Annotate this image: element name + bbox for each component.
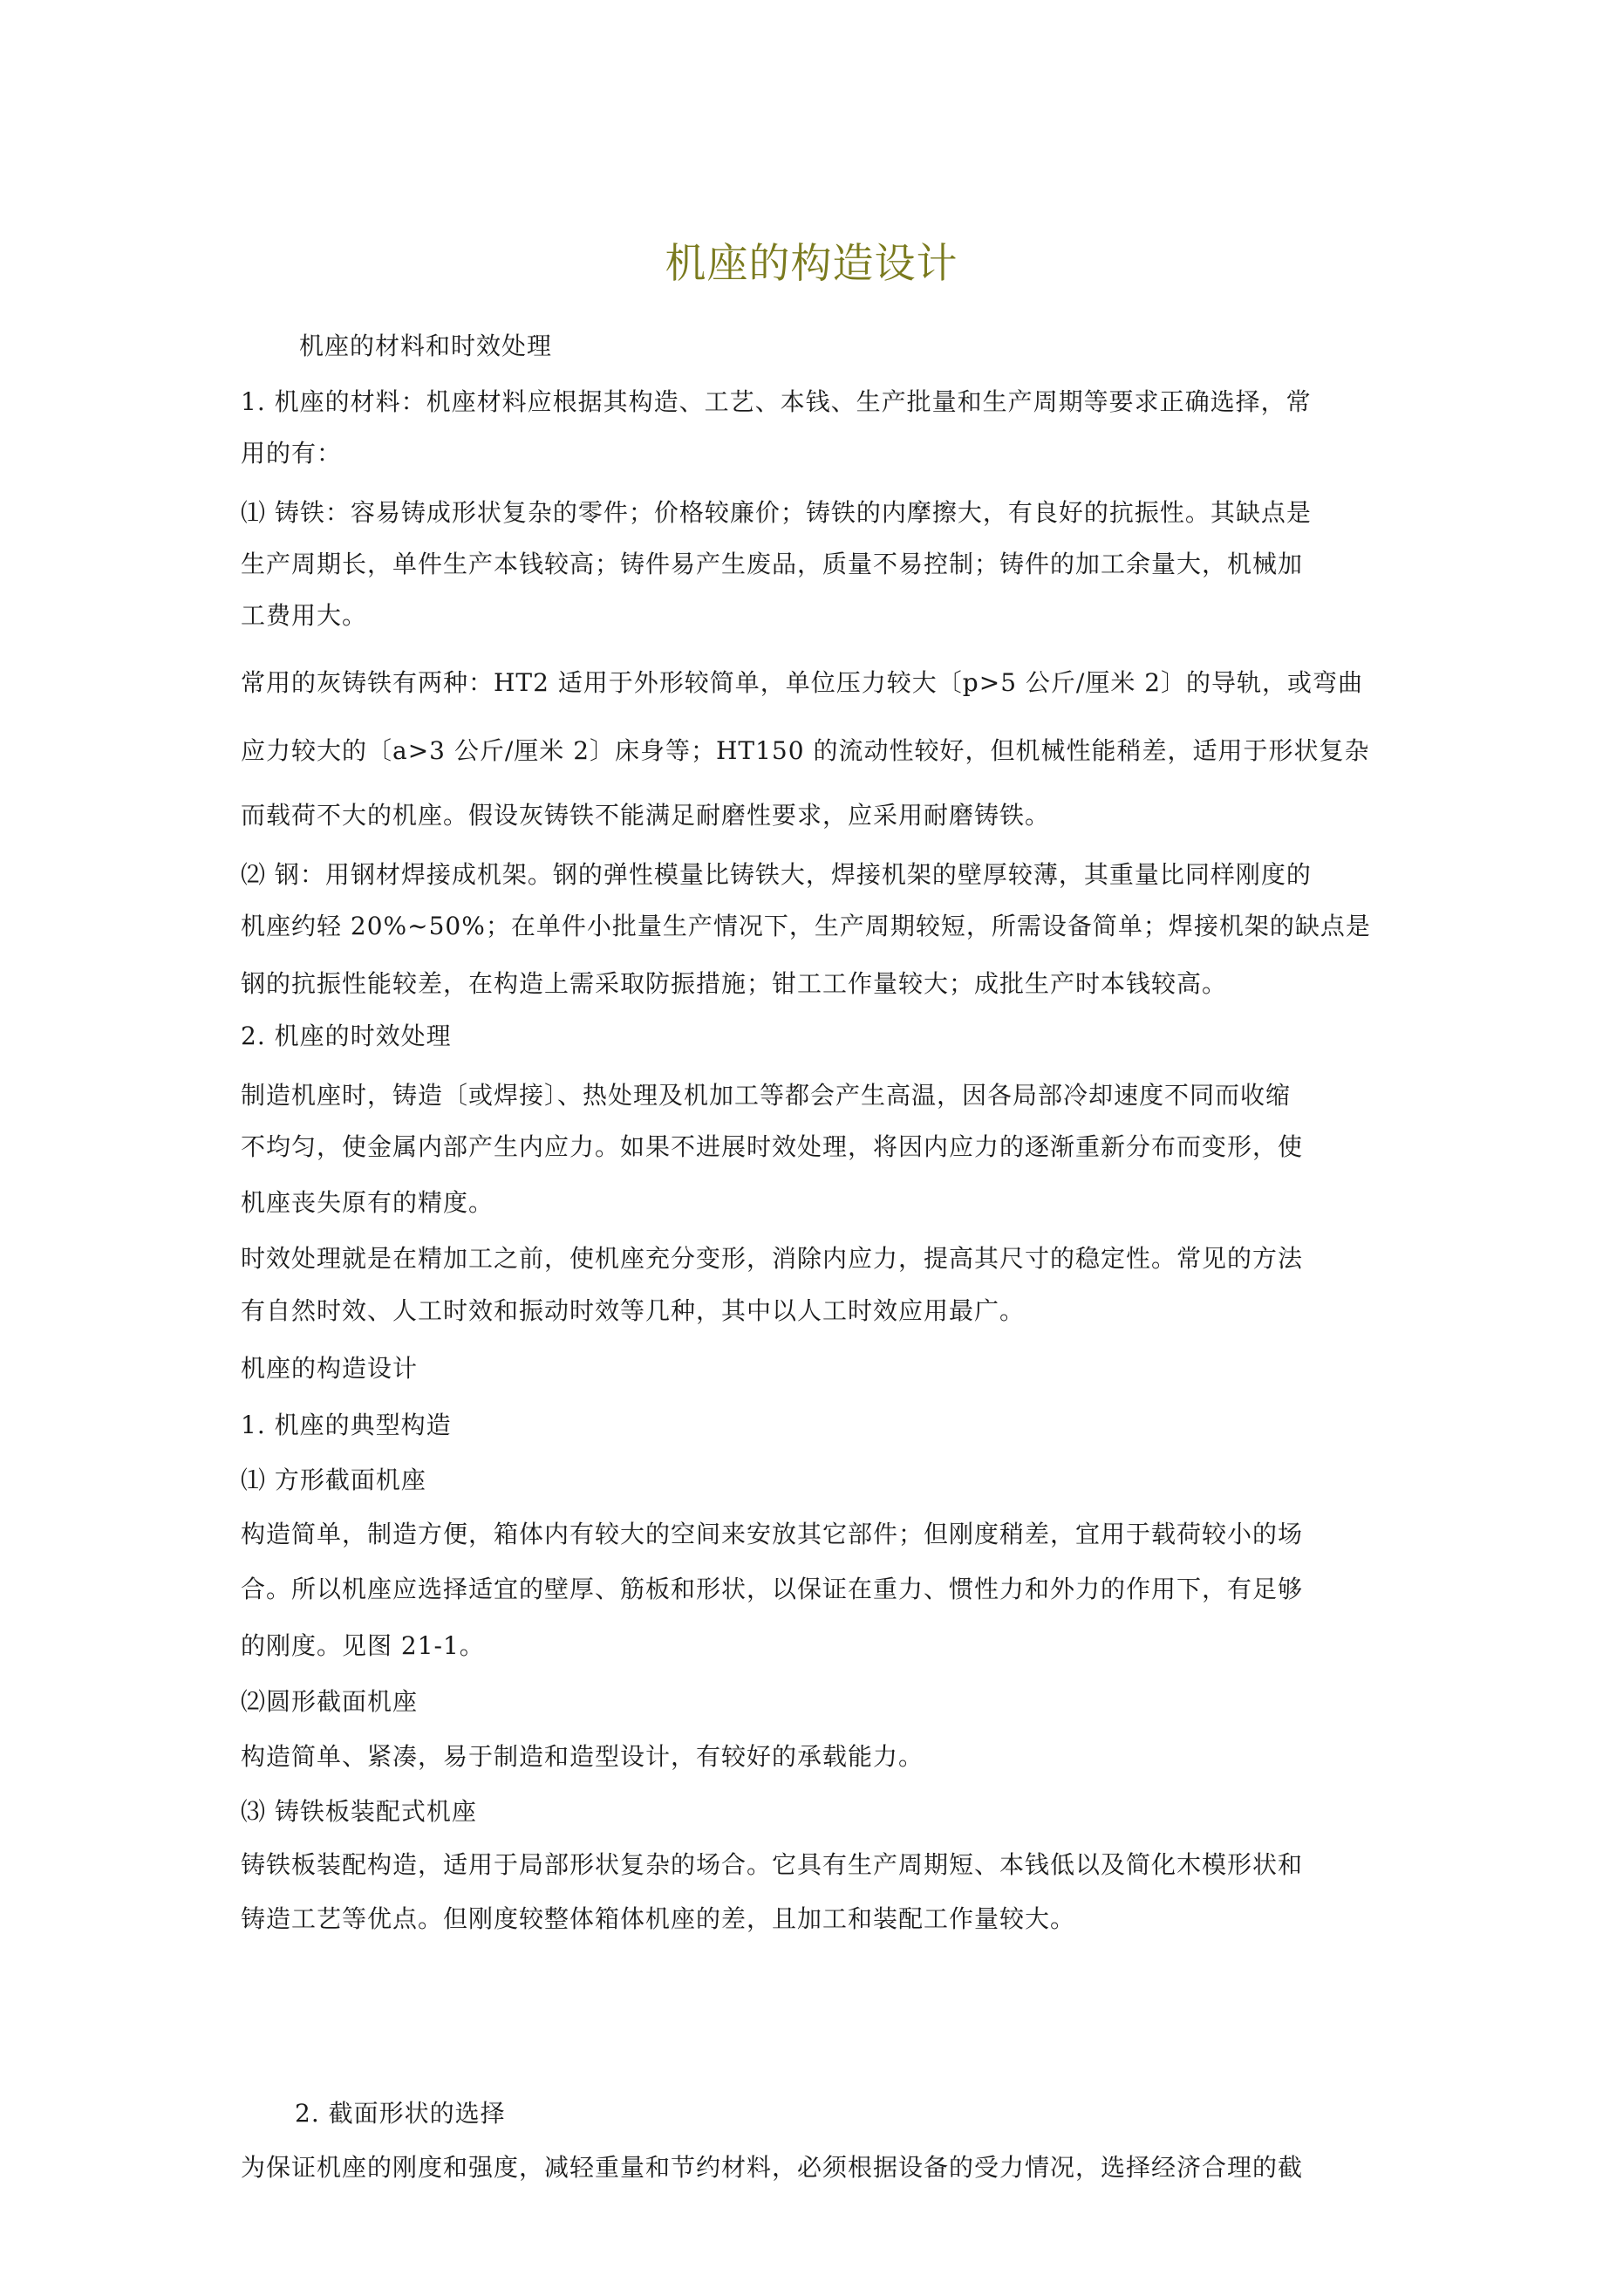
section-heading: 机座的材料和时效处理 xyxy=(299,331,553,360)
paragraph-line: 不均匀，使金属内部产生内应力。如果不进展时效处理，将因内应力的逐渐重新分布而变形，使 xyxy=(241,1132,1304,1161)
paragraph-line: 2. 机座的时效处理 xyxy=(241,1022,452,1050)
subsection-heading: ⑶ 铸铁板装配式机座 xyxy=(241,1797,477,1826)
paragraph-line: 铸铁板装配构造，适用于局部形状复杂的场合。它具有生产周期短、本钱低以及简化木模形状和 xyxy=(241,1850,1304,1879)
paragraph-line: 有自然时效、人工时效和振动时效等几种，其中以人工时效应用最广。 xyxy=(241,1296,1026,1325)
paragraph-line: ⑴ 铸铁：容易铸成形状复杂的零件；价格较廉价；铸铁的内摩擦大，有良好的抗振性。其缺点是 xyxy=(241,498,1312,527)
document-title: 机座的构造设计 xyxy=(665,240,958,288)
section-heading: 机座的构造设计 xyxy=(241,1354,419,1383)
paragraph-line: 制造机座时，铸造〔或焊接〕、热处理及机加工等都会产生高温，因各局部冷却速度不同而收缩 xyxy=(241,1081,1292,1110)
subsection-heading: ⑵圆形截面机座 xyxy=(241,1687,419,1716)
paragraph-line: 铸造工艺等优点。但刚度较整体箱体机座的差，且加工和装配工作量较大。 xyxy=(241,1904,1076,1933)
paragraph-line: 应力较大的〔a>3 公斤/厘米 2〕床身等；HT150 的流动性较好，但机械性能稍差，适用于形状复杂 xyxy=(241,736,1370,765)
subsection-heading: ⑴ 方形截面机座 xyxy=(241,1466,426,1494)
paragraph-line: 构造简单，制造方便，箱体内有较大的空间来安放其它部件；但刚度稍差，宜用于载荷较小的场 xyxy=(241,1520,1304,1548)
subsection-heading: 2. 截面形状的选择 xyxy=(295,2099,506,2128)
subsection-heading: 1. 机座的典型构造 xyxy=(241,1411,452,1439)
paragraph-line: 钢的抗振性能较差，在构造上需采取防振措施；钳工工作量较大；成批生产时本钱较高。 xyxy=(241,969,1228,998)
paragraph-line: 的刚度。见图 21-1。 xyxy=(241,1631,485,1660)
paragraph-line: 构造简单、紧凑，易于制造和造型设计，有较好的承载能力。 xyxy=(241,1742,924,1771)
paragraph-line: 常用的灰铸铁有两种：HT2 适用于外形较简单，单位压力较大〔p>5 公斤/厘米 2〕的导轨，或弯曲 xyxy=(241,668,1364,697)
paragraph-line: 为保证机座的刚度和强度，减轻重量和节约材料，必须根据设备的受力情况，选择经济合理的截 xyxy=(241,2153,1304,2182)
paragraph-line: 时效处理就是在精加工之前，使机座充分变形，消除内应力，提高其尺寸的稳定性。常见的方法 xyxy=(241,1244,1304,1273)
paragraph-line: 生产周期长，单件生产本钱较高；铸件易产生废品，质量不易控制；铸件的加工余量大，机械加 xyxy=(241,550,1304,578)
paragraph-line: 用的有： xyxy=(241,439,343,468)
paragraph-line: 工费用大。 xyxy=(241,601,368,630)
paragraph-line: ⑵ 钢：用钢材焊接成机架。钢的弹性模量比铸铁大，焊接机架的壁厚较薄，其重量比同样刚度的 xyxy=(241,860,1312,889)
paragraph-line: 合。所以机座应选择适宜的壁厚、筋板和形状，以保证在重力、惯性力和外力的作用下，有足够 xyxy=(241,1575,1304,1603)
paragraph-line: 机座约轻 20%~50%；在单件小批量生产情况下，生产周期较短，所需设备简单；焊接机架的缺点是 xyxy=(241,912,1371,940)
paragraph-line: 机座丧失原有的精度。 xyxy=(241,1188,494,1217)
paragraph-line: 1. 机座的材料：机座材料应根据其构造、工艺、本钱、生产批量和生产周期等要求正确选择，常 xyxy=(241,387,1312,416)
paragraph-line: 而载荷不大的机座。假设灰铸铁不能满足耐磨性要求，应采用耐磨铸铁。 xyxy=(241,801,1051,830)
